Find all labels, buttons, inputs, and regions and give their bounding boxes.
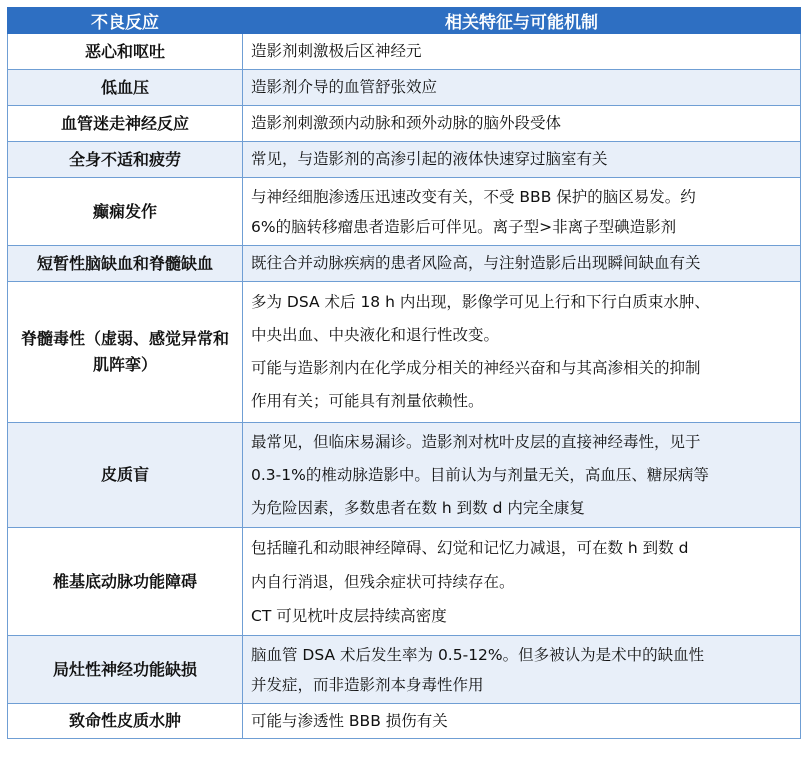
desc-line: 造影剂介导的血管舒张效应: [251, 78, 438, 96]
header-reaction: 不良反应: [8, 8, 243, 34]
reaction-desc: [243, 423, 801, 528]
reaction-desc: [243, 106, 801, 142]
reaction-desc: [243, 70, 801, 106]
reaction-name: 局灶性神经功能缺损: [8, 636, 243, 704]
table-row: [8, 282, 801, 423]
reaction-desc: [243, 246, 801, 282]
reaction-desc: [243, 142, 801, 178]
reaction-desc: [243, 34, 801, 70]
desc-line: 为危险因素，多数患者在数 h 到数 d 内完全康复: [251, 498, 585, 517]
reaction-name: 致命性皮质水肿: [8, 704, 243, 739]
table-row: [8, 528, 801, 636]
reaction-name: 脊髓毒性（虚弱、感觉异常和肌阵挛）: [8, 282, 243, 423]
desc-line: 脑血管 DSA 术后发生率为 0.5-12%。但多被认为是术中的缺血性: [251, 645, 705, 664]
reaction-desc: [243, 636, 801, 704]
desc-line: 可能与造影剂内在化学成分相关的神经兴奋和与其高渗相关的抑制: [251, 359, 701, 377]
desc-line: 造影剂刺激极后区神经元: [251, 42, 422, 60]
reaction-desc: [243, 178, 801, 246]
table-row: [8, 70, 801, 106]
desc-line: 6%的脑转移瘤患者造影后可伴见。离子型>非离子型碘造影剂: [251, 217, 677, 236]
reaction-desc: [243, 282, 801, 423]
reaction-name: 椎基底动脉功能障碍: [8, 528, 243, 636]
header-mechanism: 相关特征与可能机制: [243, 8, 801, 34]
table-row: [8, 423, 801, 528]
adverse-reactions-table: [7, 7, 801, 739]
desc-line: 包括瞳孔和动眼神经障碍、幻觉和记忆力减退，可在数 h 到数 d: [251, 538, 689, 557]
desc-line: 可能与渗透性 BBB 损伤有关: [251, 711, 448, 730]
desc-line: 0.3-1%的椎动脉造影中。目前认为与剂量无关，高血压、糖尿病等: [251, 465, 709, 484]
reaction-name: 皮质盲: [8, 423, 243, 528]
desc-line: 与神经细胞渗透压迅速改变有关，不受 BBB 保护的脑区易发。约: [251, 187, 696, 206]
desc-line: 并发症，而非造影剂本身毒性作用: [251, 675, 484, 694]
desc-line: 既往合并动脉疾病的患者风险高，与注射造影后出现瞬间缺血有关: [251, 254, 701, 272]
table-row: [8, 636, 801, 704]
table-row: [8, 704, 801, 739]
desc-line: 造影剂刺激颈内动脉和颈外动脉的脑外段受体: [251, 114, 562, 132]
table-row: [8, 34, 801, 70]
reaction-name: 癫痫发作: [8, 178, 243, 246]
desc-line: 中央出血、中央液化和退行性改变。: [251, 326, 500, 344]
table-row: [8, 178, 801, 246]
reaction-desc: [243, 528, 801, 636]
desc-line: CT 可见枕叶皮层持续高密度: [251, 606, 447, 625]
table-row: [8, 246, 801, 282]
reaction-name: 恶心和呕吐: [8, 34, 243, 70]
reaction-name: 短暂性脑缺血和脊髓缺血: [8, 246, 243, 282]
table-header-row: [8, 8, 801, 34]
desc-line: 常见，与造影剂的高渗引起的液体快速穿过脑室有关: [251, 150, 608, 168]
desc-line: 多为 DSA 术后 18 h 内出现，影像学可见上行和下行白质束水肿、: [251, 293, 710, 311]
reaction-desc: [243, 704, 801, 739]
table-row: [8, 142, 801, 178]
reaction-name: 全身不适和疲劳: [8, 142, 243, 178]
table-row: [8, 106, 801, 142]
desc-line: 作用有关；可能具有剂量依赖性。: [251, 392, 484, 410]
desc-line: 最常见，但临床易漏诊。造影剂对枕叶皮层的直接神经毒性，见于: [251, 432, 701, 451]
desc-line: 内自行消退，但残余症状可持续存在。: [251, 572, 515, 591]
reaction-name: 血管迷走神经反应: [8, 106, 243, 142]
reaction-name: 低血压: [8, 70, 243, 106]
